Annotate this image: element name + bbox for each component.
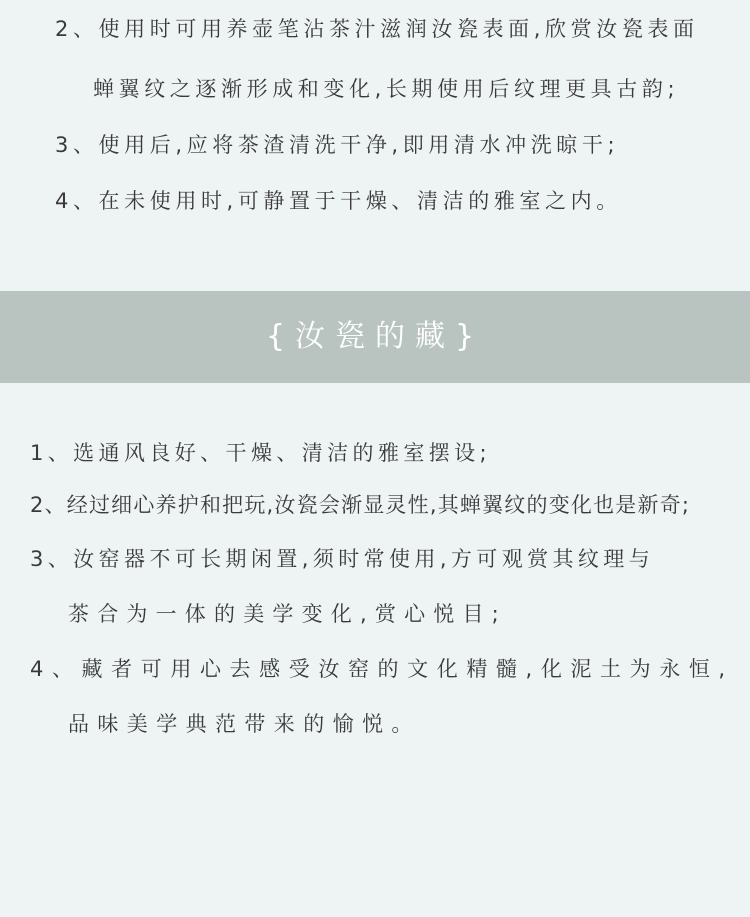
collection-item-1: 1、选通风良好、干燥、清洁的雅室摆设; xyxy=(30,441,492,465)
collection-item-4: 4、藏者可用心去感受汝窑的文化精髓,化泥土为永恒, xyxy=(30,657,734,681)
section-title: {汝瓷的藏} xyxy=(265,319,485,354)
collection-item-2: 2、经过细心养护和把玩,汝瓷会渐显灵性,其蝉翼纹的变化也是新奇; xyxy=(30,493,691,517)
collection-item-3: 3、汝窑器不可长期闲置,须时常使用,方可观赏其纹理与 xyxy=(30,547,655,571)
care-item-4: 4、在未使用时,可静置于干燥、清洁的雅室之内。 xyxy=(55,189,622,213)
care-item-3: 3、使用后,应将茶渣清洗干净,即用清水冲洗晾干; xyxy=(55,133,620,157)
care-item-2: 2、使用时可用养壶笔沾茶汁滋润汝瓷表面,欣赏汝瓷表面 xyxy=(55,17,699,41)
care-item-2-continued: 蝉翼纹之逐渐形成和变化,长期使用后纹理更具古韵; xyxy=(93,77,680,101)
collection-item-3-continued: 茶合为一体的美学变化,赏心悦目; xyxy=(68,602,507,626)
section-banner xyxy=(0,291,750,383)
collection-item-4-continued: 品味美学典范带来的愉悦。 xyxy=(68,712,421,736)
